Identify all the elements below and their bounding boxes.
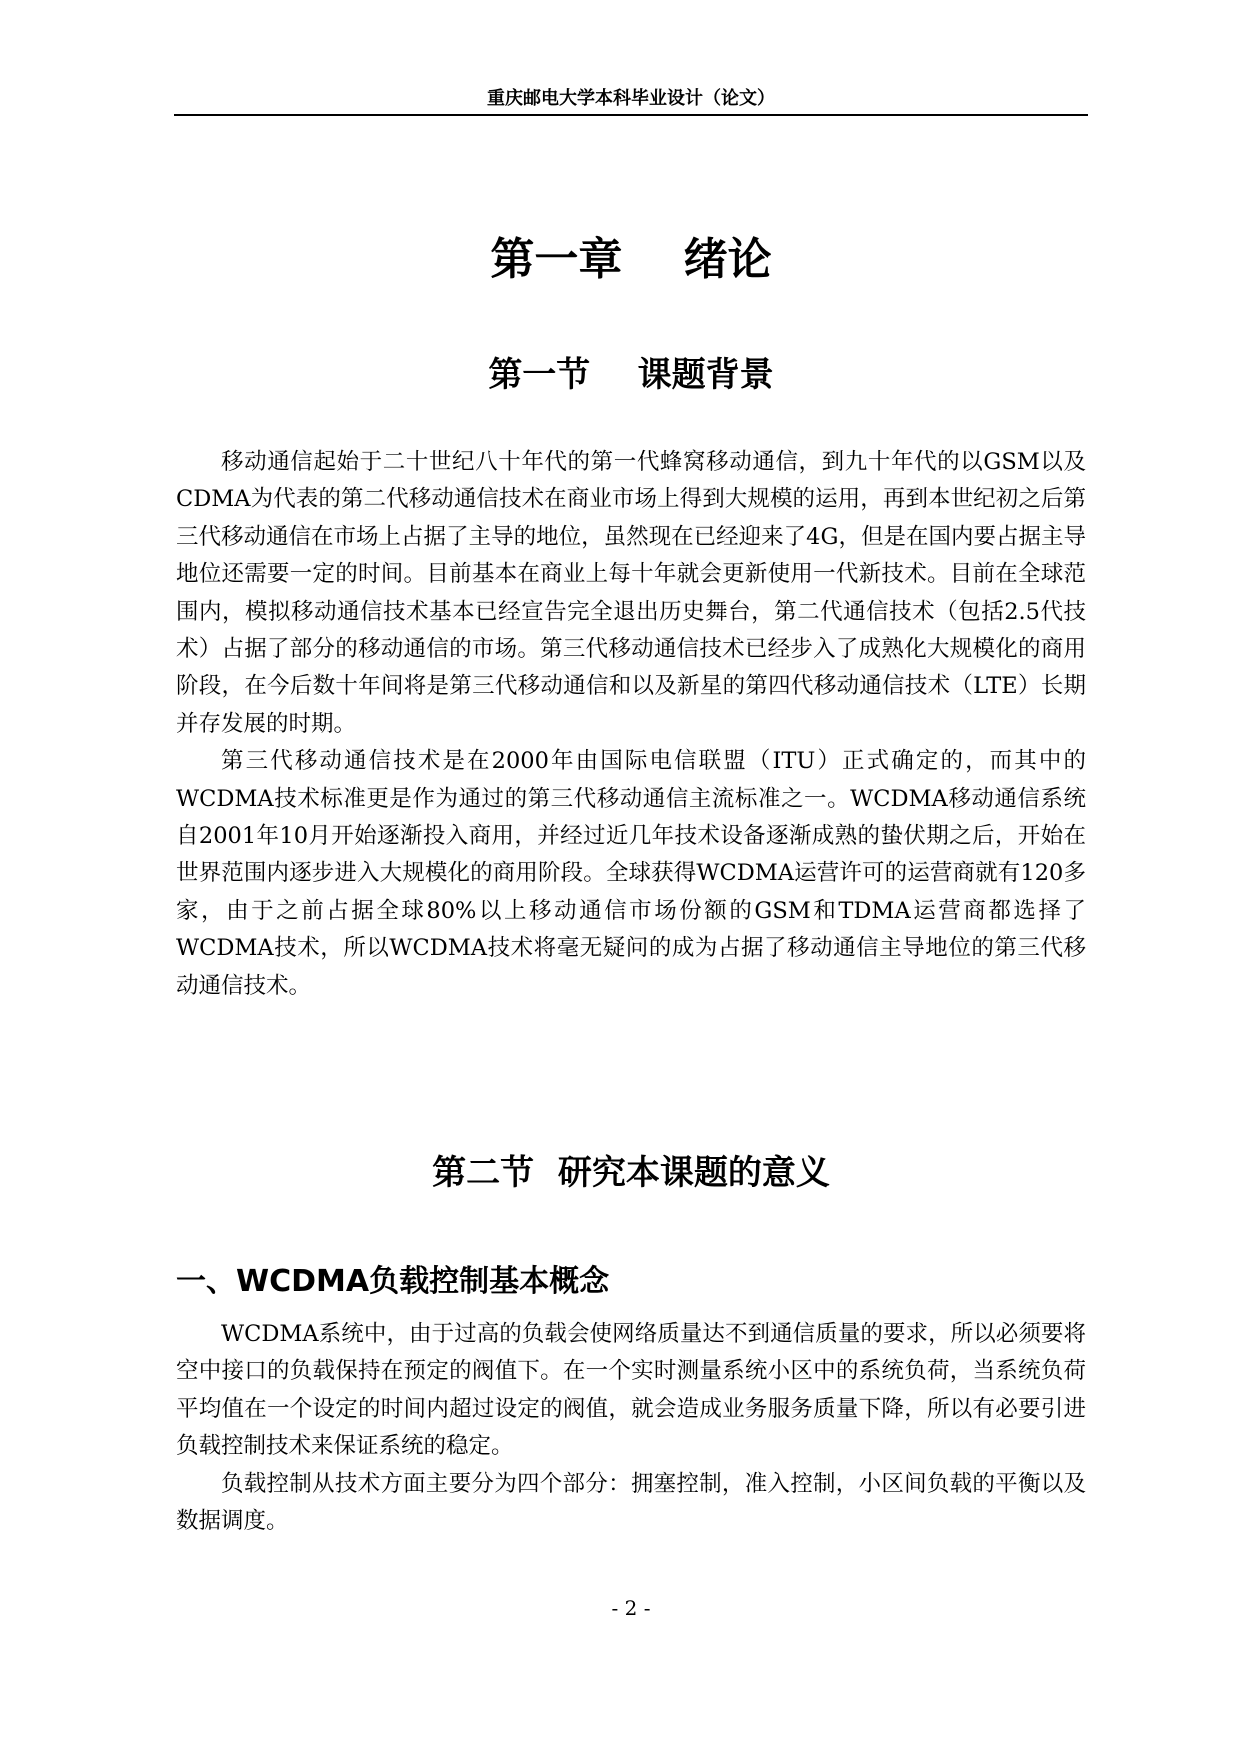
page-number: - 2 -: [611, 1596, 651, 1620]
running-header: 重庆邮电大学本科毕业设计（论文）: [487, 88, 775, 109]
chapter-title: 第一章 绪论: [490, 234, 772, 285]
paragraph-background-2: 第三代移动通信技术是在2000年由国际电信联盟（ITU）正式确定的，而其中的WCDMA技术标准更是作为通过的第三代移动通信主流标准之一。WCDMA移动通信系统自2001年10月开始逐渐投入商用，并经过近几年技术设备逐渐成熟的蛰伏期之后，开始在世界范围内逐步进入大规模化的商用阶段。全球获得WCDMA运营许可的运营商就有120多家，由于之前占据全球80%以上移动通信市场份额的GSM和TDMA运营商都选择了WCDMA技术，所以WCDMA技术将毫无疑问的成为占据了移动通信主导地位的第三代移动通信技术。: [176, 748, 1086, 999]
paragraph-load-control-2: 负载控制从技术方面主要分为四个部分：拥塞控制，准入控制，小区间负载的平衡以及数据调度。: [176, 1470, 1086, 1535]
section-title-background: 第一节 课题背景: [488, 355, 774, 395]
paragraph-load-control-1: WCDMA系统中，由于过高的负载会使网络质量达不到通信质量的要求，所以必须要将空中接口的负载保持在预定的阀值下。在一个实时测量系统小区中的系统负荷，当系统负荷平均值在一个设定的时间内超过设定的阀值，就会造成业务服务质量下降，所以有必要引进负载控制技术来保证系统的稳定。: [176, 1321, 1086, 1460]
paragraph-background-1: 移动通信起始于二十世纪八十年代的第一代蜂窝移动通信，到九十年代的以GSM以及CDMA为代表的第二代移动通信技术在商业市场上得到大规模的运用，再到本世纪初之后第三代移动通信在市场上占据了主导的地位，虽然现在已经迎来了4G，但是在国内要占据主导地位还需要一定的时间。目前基本在商业上每十年就会更新使用一代新技术。目前在全球范围内，模拟移动通信技术基本已经宣告完全退出历史舞台，第二代通信技术（包括2.5代技术）占据了部分的移动通信的市场。第三代移动通信技术已经步入了成熟化大规模化的商用阶段，在今后数十年间将是第三代移动通信和以及新星的第四代移动通信技术（LTE）长期并存发展的时期。: [176, 449, 1086, 737]
section-background-body: [176, 444, 1086, 1005]
subsection-title-load-control: 一、WCDMA负载控制基本概念: [176, 1264, 610, 1299]
subsection-load-control-body: [176, 1316, 1086, 1540]
header-rule: [174, 114, 1088, 116]
section-title-significance: 第二节 研究本课题的意义: [432, 1153, 830, 1193]
